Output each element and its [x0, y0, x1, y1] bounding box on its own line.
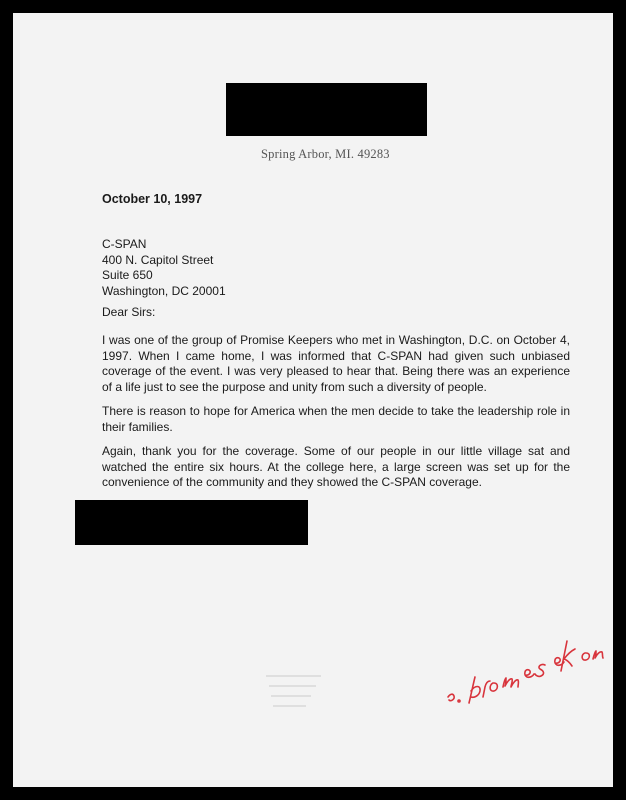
recipient-line: 400 N. Capitol Street: [102, 252, 214, 267]
letterhead-redaction: [226, 83, 427, 136]
recipient-address: [102, 237, 226, 299]
letter-date: October 10, 1997: [102, 192, 203, 206]
bleed-through-marks: [261, 668, 331, 723]
body-paragraph: There is reason to hope for America when the men decide to take the leadership role in their families.: [102, 404, 570, 434]
handwritten-signature: [445, 625, 625, 715]
recipient-line: C-SPAN: [102, 237, 147, 251]
recipient-line: Washington, DC 20001: [102, 283, 226, 298]
body-paragraph: Again, thank you for the coverage. Some of our people in our little village sat and watched the entire six hours. At the college here, a large screen was set up for the convenience of the community and they showed the C-SPAN coverage.: [102, 444, 570, 489]
letter-page: [13, 13, 613, 787]
recipient-line: Suite 650: [102, 268, 153, 282]
body-paragraph: I was one of the group of Promise Keepers who met in Washington, D.C. on October 4, 1997. When I came home, I was informed that C-SPAN had given such unbiased coverage of the event. I was very pleased to hear that. Being there was an experience of a life just to see the purpose and unity from such a diversity of people.: [102, 333, 570, 394]
letterhead-address: Spring Arbor, MI. 49283: [261, 147, 390, 161]
signature-redaction: [75, 500, 308, 545]
salutation: Dear Sirs:: [102, 305, 156, 319]
